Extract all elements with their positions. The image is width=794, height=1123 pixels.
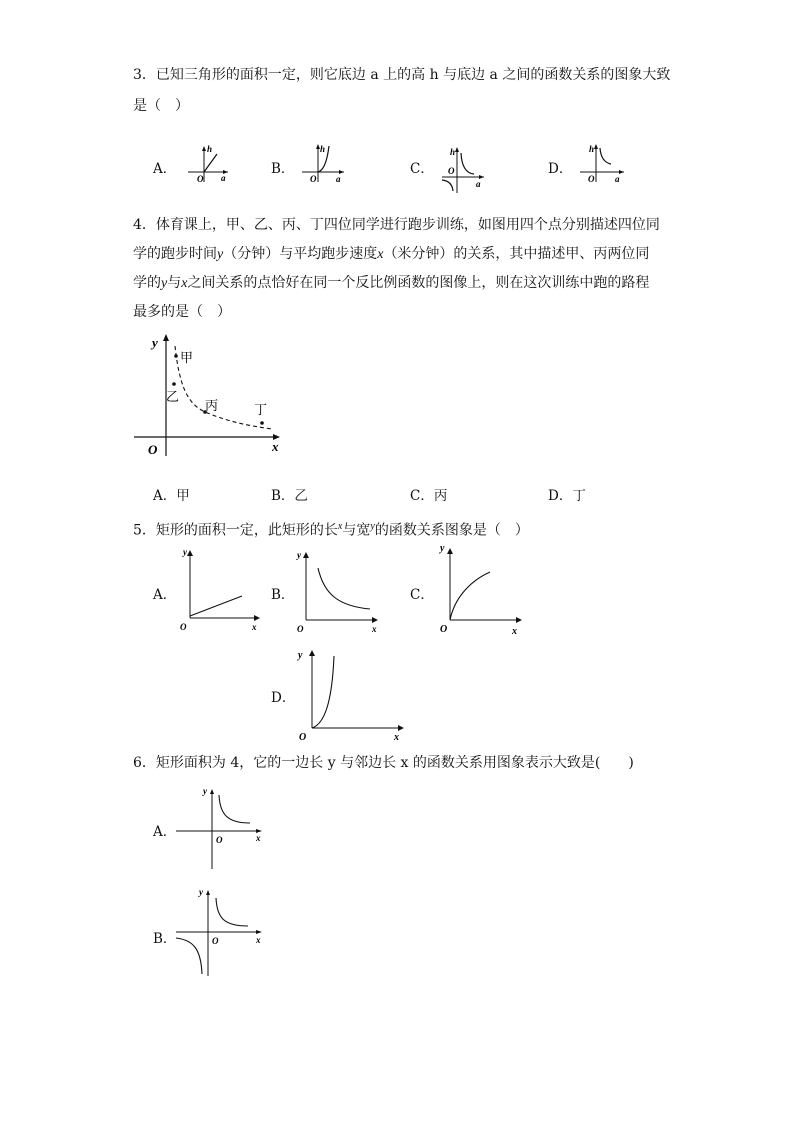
q6a-origin: O	[216, 835, 223, 845]
q4-text: （分钟）与平均跑步速度	[223, 246, 378, 262]
q3d-origin: O	[588, 174, 595, 184]
q5b-xlabel: x	[372, 624, 377, 634]
q3-option-a-label[interactable]: A．	[153, 161, 177, 177]
q5-var-y: y	[370, 521, 375, 532]
q4-scatter-graph	[130, 332, 290, 462]
q5a-xlabel: x	[252, 622, 257, 632]
q3-stem-line2: 是（ ）	[133, 98, 189, 114]
q4-xlabel: x	[272, 439, 279, 454]
q5-option-a-label[interactable]: A．	[153, 587, 177, 603]
q6b-xlabel: x	[256, 935, 261, 945]
q5b-origin: O	[297, 624, 304, 634]
point-yi	[172, 382, 176, 386]
q5a-origin: O	[180, 622, 187, 632]
q6-option-b-graph[interactable]	[172, 884, 270, 980]
q4-text: （米分钟）的关系，其中描述甲、丙两位同	[383, 246, 650, 262]
q4-stem-line3	[133, 269, 649, 298]
q5-var-x: x	[337, 521, 343, 532]
q6b-ylabel: y	[199, 887, 203, 897]
q3-stem-line1: 3．已知三角形的面积一定，则它底边 a 上的高 h 与底边 a 之间的函数关系的图象大致	[133, 67, 671, 83]
q4-origin: O	[148, 442, 158, 457]
q4-stem-line4: 最多的是（ ）	[133, 304, 231, 320]
q4-var-x: x	[377, 247, 384, 262]
q3c-ylabel: h	[450, 147, 456, 157]
q5d-xlabel: x	[394, 732, 399, 743]
q3a-xlabel: a	[221, 173, 226, 183]
q3-option-c-label[interactable]: C．	[410, 161, 434, 177]
q5c-xlabel: x	[512, 626, 517, 637]
label-ding: 丁	[254, 403, 268, 418]
q3a-ylabel: h	[207, 144, 213, 154]
label-yi: 乙	[166, 390, 180, 405]
q5-option-a-graph[interactable]	[172, 546, 264, 634]
q6b-origin: O	[212, 936, 219, 946]
q3-option-b-label[interactable]: B．	[271, 161, 295, 177]
q5-option-d-label[interactable]: D．	[271, 690, 296, 706]
q4-option-c[interactable]: C．丙	[410, 488, 448, 504]
q4-var-x: x	[181, 276, 188, 291]
q4-stem-line2	[133, 240, 649, 269]
q6-option-a-label[interactable]: A．	[153, 824, 177, 840]
point-ding	[260, 421, 264, 425]
q5-text: 的函数关系图象是（ ）	[374, 522, 529, 539]
q3-option-b-graph[interactable]	[298, 140, 348, 184]
q4-text: 学的跑步时间	[133, 246, 217, 262]
q3a-origin: O	[197, 174, 204, 184]
q4-stem-line1: 4．体育课上，甲、乙、丙、丁四位同学进行跑步训练，如图用四个点分别描述四位同	[133, 217, 660, 233]
q5d-ylabel: y	[298, 650, 303, 661]
label-bing: 丙	[205, 399, 219, 414]
q3b-ylabel: h	[320, 144, 326, 154]
q5b-ylabel: y	[297, 550, 301, 560]
q5a-ylabel: y	[183, 547, 187, 557]
q3b-origin: O	[310, 174, 317, 184]
q5-option-d-graph[interactable]	[294, 644, 409, 744]
q4-text: 之间关系的点恰好在同一个反比例函数的图像上，则在这次训练中跑的路程	[187, 275, 650, 291]
q3d-ylabel: h	[589, 144, 595, 154]
q5-text: 5．矩形的面积一定，此矩形的长	[133, 522, 338, 539]
q3-option-c-graph[interactable]	[438, 143, 488, 195]
q4-var-y: y	[161, 276, 168, 291]
q3-option-a-graph[interactable]	[183, 142, 233, 184]
q3b-xlabel: a	[336, 174, 341, 184]
q5-option-b-label[interactable]: B．	[271, 587, 295, 603]
q4-ylabel: y	[152, 335, 158, 350]
q5-option-b-graph[interactable]	[292, 546, 384, 634]
q5-option-c-label[interactable]: C．	[410, 587, 434, 603]
q5c-ylabel: y	[440, 543, 445, 554]
q3-option-d-graph[interactable]	[576, 140, 628, 186]
q6-option-b-label[interactable]: B．	[153, 931, 177, 947]
label-jia: 甲	[180, 351, 194, 366]
q3d-xlabel: a	[615, 174, 620, 184]
q6-stem: 6．矩形面积为 4，它的一边长 y 与邻边长 x 的函数关系用图象表示大致是( )	[133, 755, 634, 771]
q6a-xlabel: x	[256, 833, 261, 843]
q6-option-a-graph[interactable]	[172, 783, 270, 873]
q3c-xlabel: a	[476, 179, 481, 189]
q5-text: 与宽	[342, 522, 371, 539]
q4-option-a[interactable]: A．甲	[153, 488, 190, 504]
q4-text: 学的	[133, 275, 161, 291]
q3c-origin: O	[448, 166, 455, 176]
q5d-origin: O	[299, 732, 307, 743]
q5c-origin: O	[440, 624, 448, 635]
q5-option-c-graph[interactable]	[432, 540, 527, 638]
q3-option-d-label[interactable]: D．	[548, 161, 573, 177]
q4-var-y: y	[217, 247, 224, 262]
q4-text: 与	[167, 275, 182, 291]
q4-option-d[interactable]: D．丁	[548, 488, 586, 504]
point-jia	[174, 354, 178, 358]
q4-option-b[interactable]: B．乙	[271, 488, 308, 504]
q6a-ylabel: y	[203, 786, 207, 796]
